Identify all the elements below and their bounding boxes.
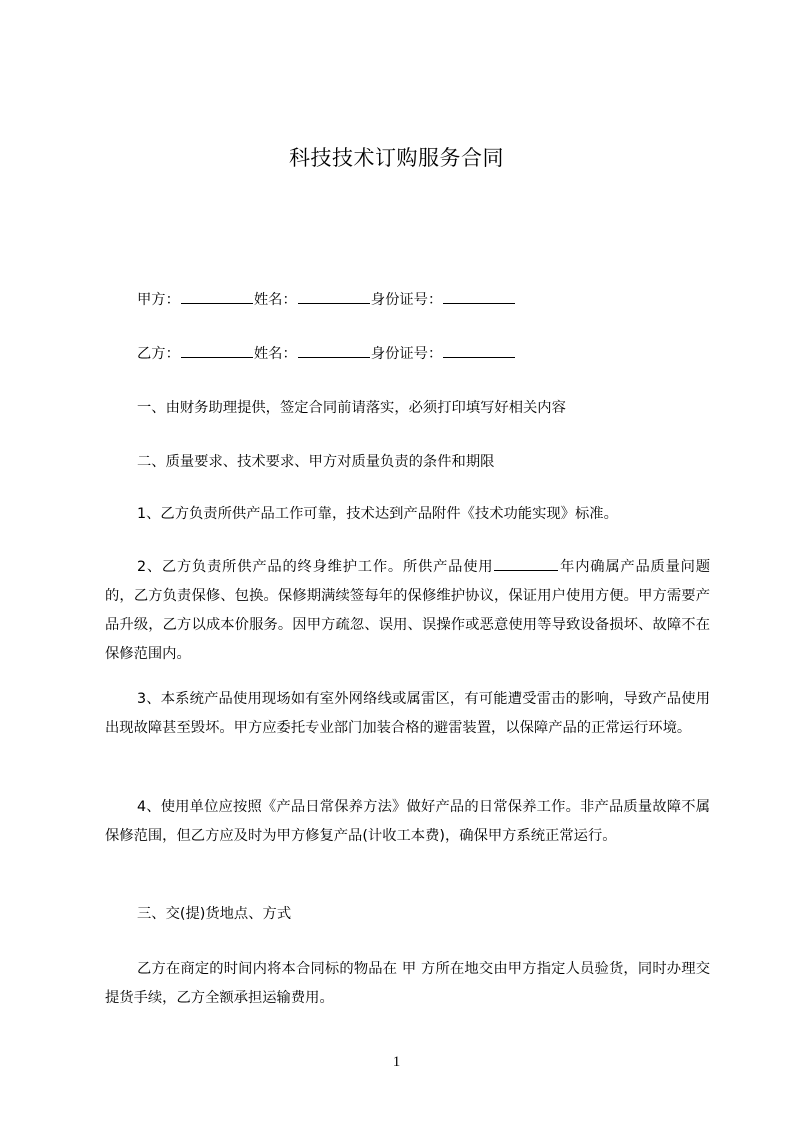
delivery-clause: 乙方在商定的时间内将本合同标的物品在 甲 方所在地交由甲方指定人员验货，同时办理交提货手续，乙方全额承担运输费用。 [105,961,710,1006]
party-a-name-blank [298,288,370,304]
party-a-name-label: 姓名： [253,292,297,308]
clause-4: 4、使用单位应按照《产品日常保养方法》做好产品的日常保养工作。非产品质量故障不属保修范围，但乙方应及时为甲方修复产品(计收工本费)，确保甲方系统正常运行。 [105,799,710,844]
page-number: 1 [392,1054,401,1070]
party-a-line [137,286,737,315]
clause-3: 3、本系统产品使用现场如有室外网络线或属雷区，有可能遭受雷击的影响，导致产品使用出现故障甚至毁坏。甲方应委托专业部门加装合格的避雷装置，以保障产品的正常运行环境。 [105,691,710,736]
party-b-blank [181,342,253,358]
clause-2 [105,553,710,669]
party-b-line [137,340,737,369]
party-a-blank [181,288,253,304]
party-b-id-blank [443,342,515,358]
clause-1: 1、乙方负责所供产品工作可靠，技术达到产品附件《技术功能实现》标准。 [137,506,618,522]
party-b-name-blank [298,342,370,358]
document-title: 科技技术订购服务合同 [289,146,504,170]
party-a-id-label: 身份证号： [370,292,443,308]
party-b-name-label: 姓名： [253,346,297,362]
clause-2-part-2: 年内确属产品质量问题的，乙方负责保修、包换。保修期满续签每年的保修维护协议，保证用户使用方便。甲方需要产品升级，乙方以成本价服务。因甲方疏忽、误用、误操作或恶意使用等导致设备损坏、故障不在保修范围内。 [105,559,711,662]
party-b-label: 乙方： [137,346,180,362]
warranty-years-blank [494,555,558,571]
party-a-label: 甲方： [137,292,180,308]
section-3-heading: 三、交(提)货地点、方式 [137,906,292,922]
party-a-id-blank [443,288,515,304]
clause-2-part-1: 2、乙方负责所供产品的终身维护工作。所供产品使用 [137,559,494,575]
section-1-heading: 一、由财务助理提供，签定合同前请落实，必须打印填写好相关内容 [137,400,566,416]
section-2-heading: 二、质量要求、技术要求、甲方对质量负责的条件和期限 [137,454,495,470]
party-b-id-label: 身份证号： [370,346,443,362]
